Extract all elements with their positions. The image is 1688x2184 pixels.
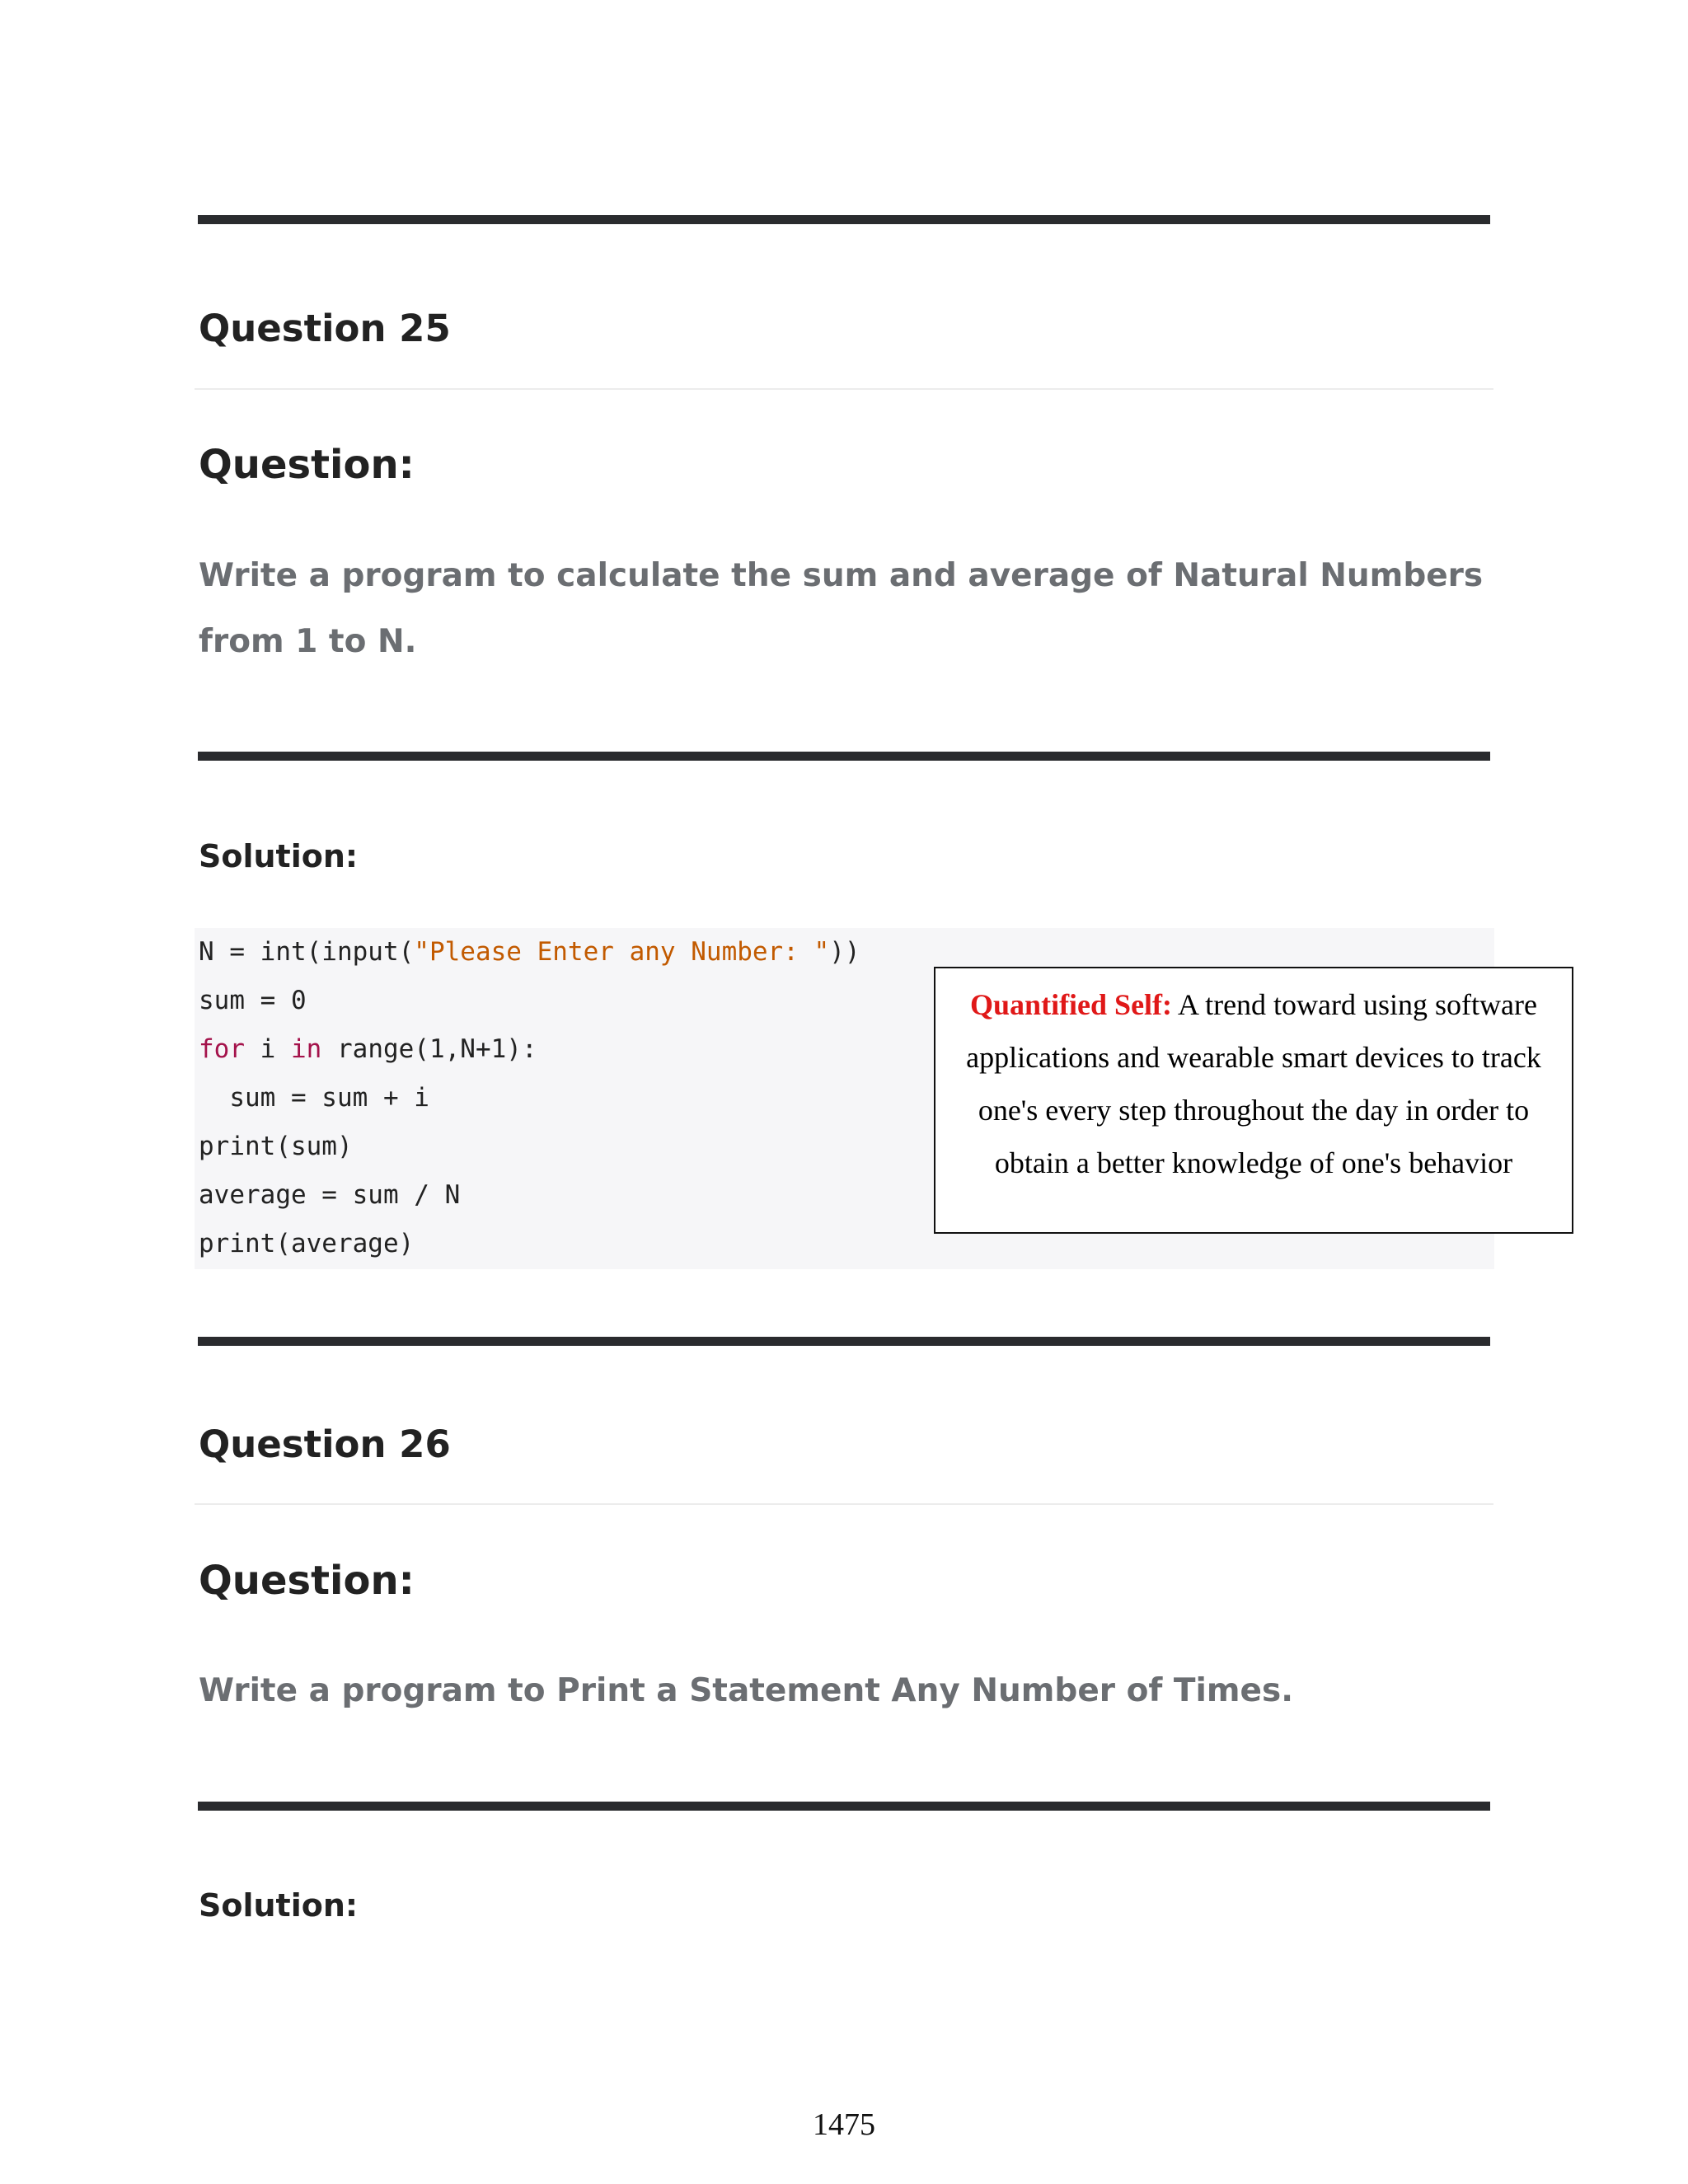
callout-definition: A trend toward using software applications and wearable smart devices to track one's every step throughout the day in order to obtain a better knowledge of one's behavior	[966, 988, 1541, 1179]
code-text: range(1,N+1):	[321, 1034, 537, 1064]
code-keyword: in	[291, 1034, 322, 1064]
heading-underline	[195, 1503, 1493, 1505]
solution-label: Solution:	[199, 838, 359, 874]
code-line	[199, 928, 860, 977]
section-divider	[198, 215, 1490, 224]
question-number-heading: Question 25	[199, 307, 451, 350]
solution-label: Solution:	[199, 1887, 359, 1924]
question-label: Question:	[199, 442, 415, 488]
code-line	[199, 1025, 537, 1074]
code-line: average = sum / N	[199, 1180, 461, 1210]
code-text: N = int(input(	[199, 937, 415, 967]
callout-term: Quantified Self:	[970, 988, 1173, 1021]
code-line: print(sum)	[199, 1132, 353, 1161]
question-number-heading: Question 26	[199, 1422, 451, 1466]
code-line: sum = 0	[199, 986, 307, 1015]
code-line: print(average)	[199, 1229, 415, 1258]
code-keyword: for	[199, 1034, 245, 1064]
question-label: Question:	[199, 1558, 415, 1604]
question-text: Write a program to calculate the sum and average of Natural Numbers from 1 to N.	[199, 557, 1484, 660]
heading-underline	[195, 388, 1493, 390]
code-line: sum = sum + i	[199, 1083, 429, 1113]
code-text: i	[245, 1034, 291, 1064]
question-text: Write a program to Print a Statement Any Number of Times.	[199, 1672, 1294, 1709]
code-string-literal: "Please Enter any Number: "	[414, 937, 830, 967]
section-divider	[198, 752, 1490, 761]
section-divider	[198, 1337, 1490, 1346]
definition-callout-box	[934, 967, 1573, 1234]
section-divider	[198, 1802, 1490, 1811]
page-number: 1475	[813, 2107, 875, 2142]
code-text: ))	[829, 937, 860, 967]
